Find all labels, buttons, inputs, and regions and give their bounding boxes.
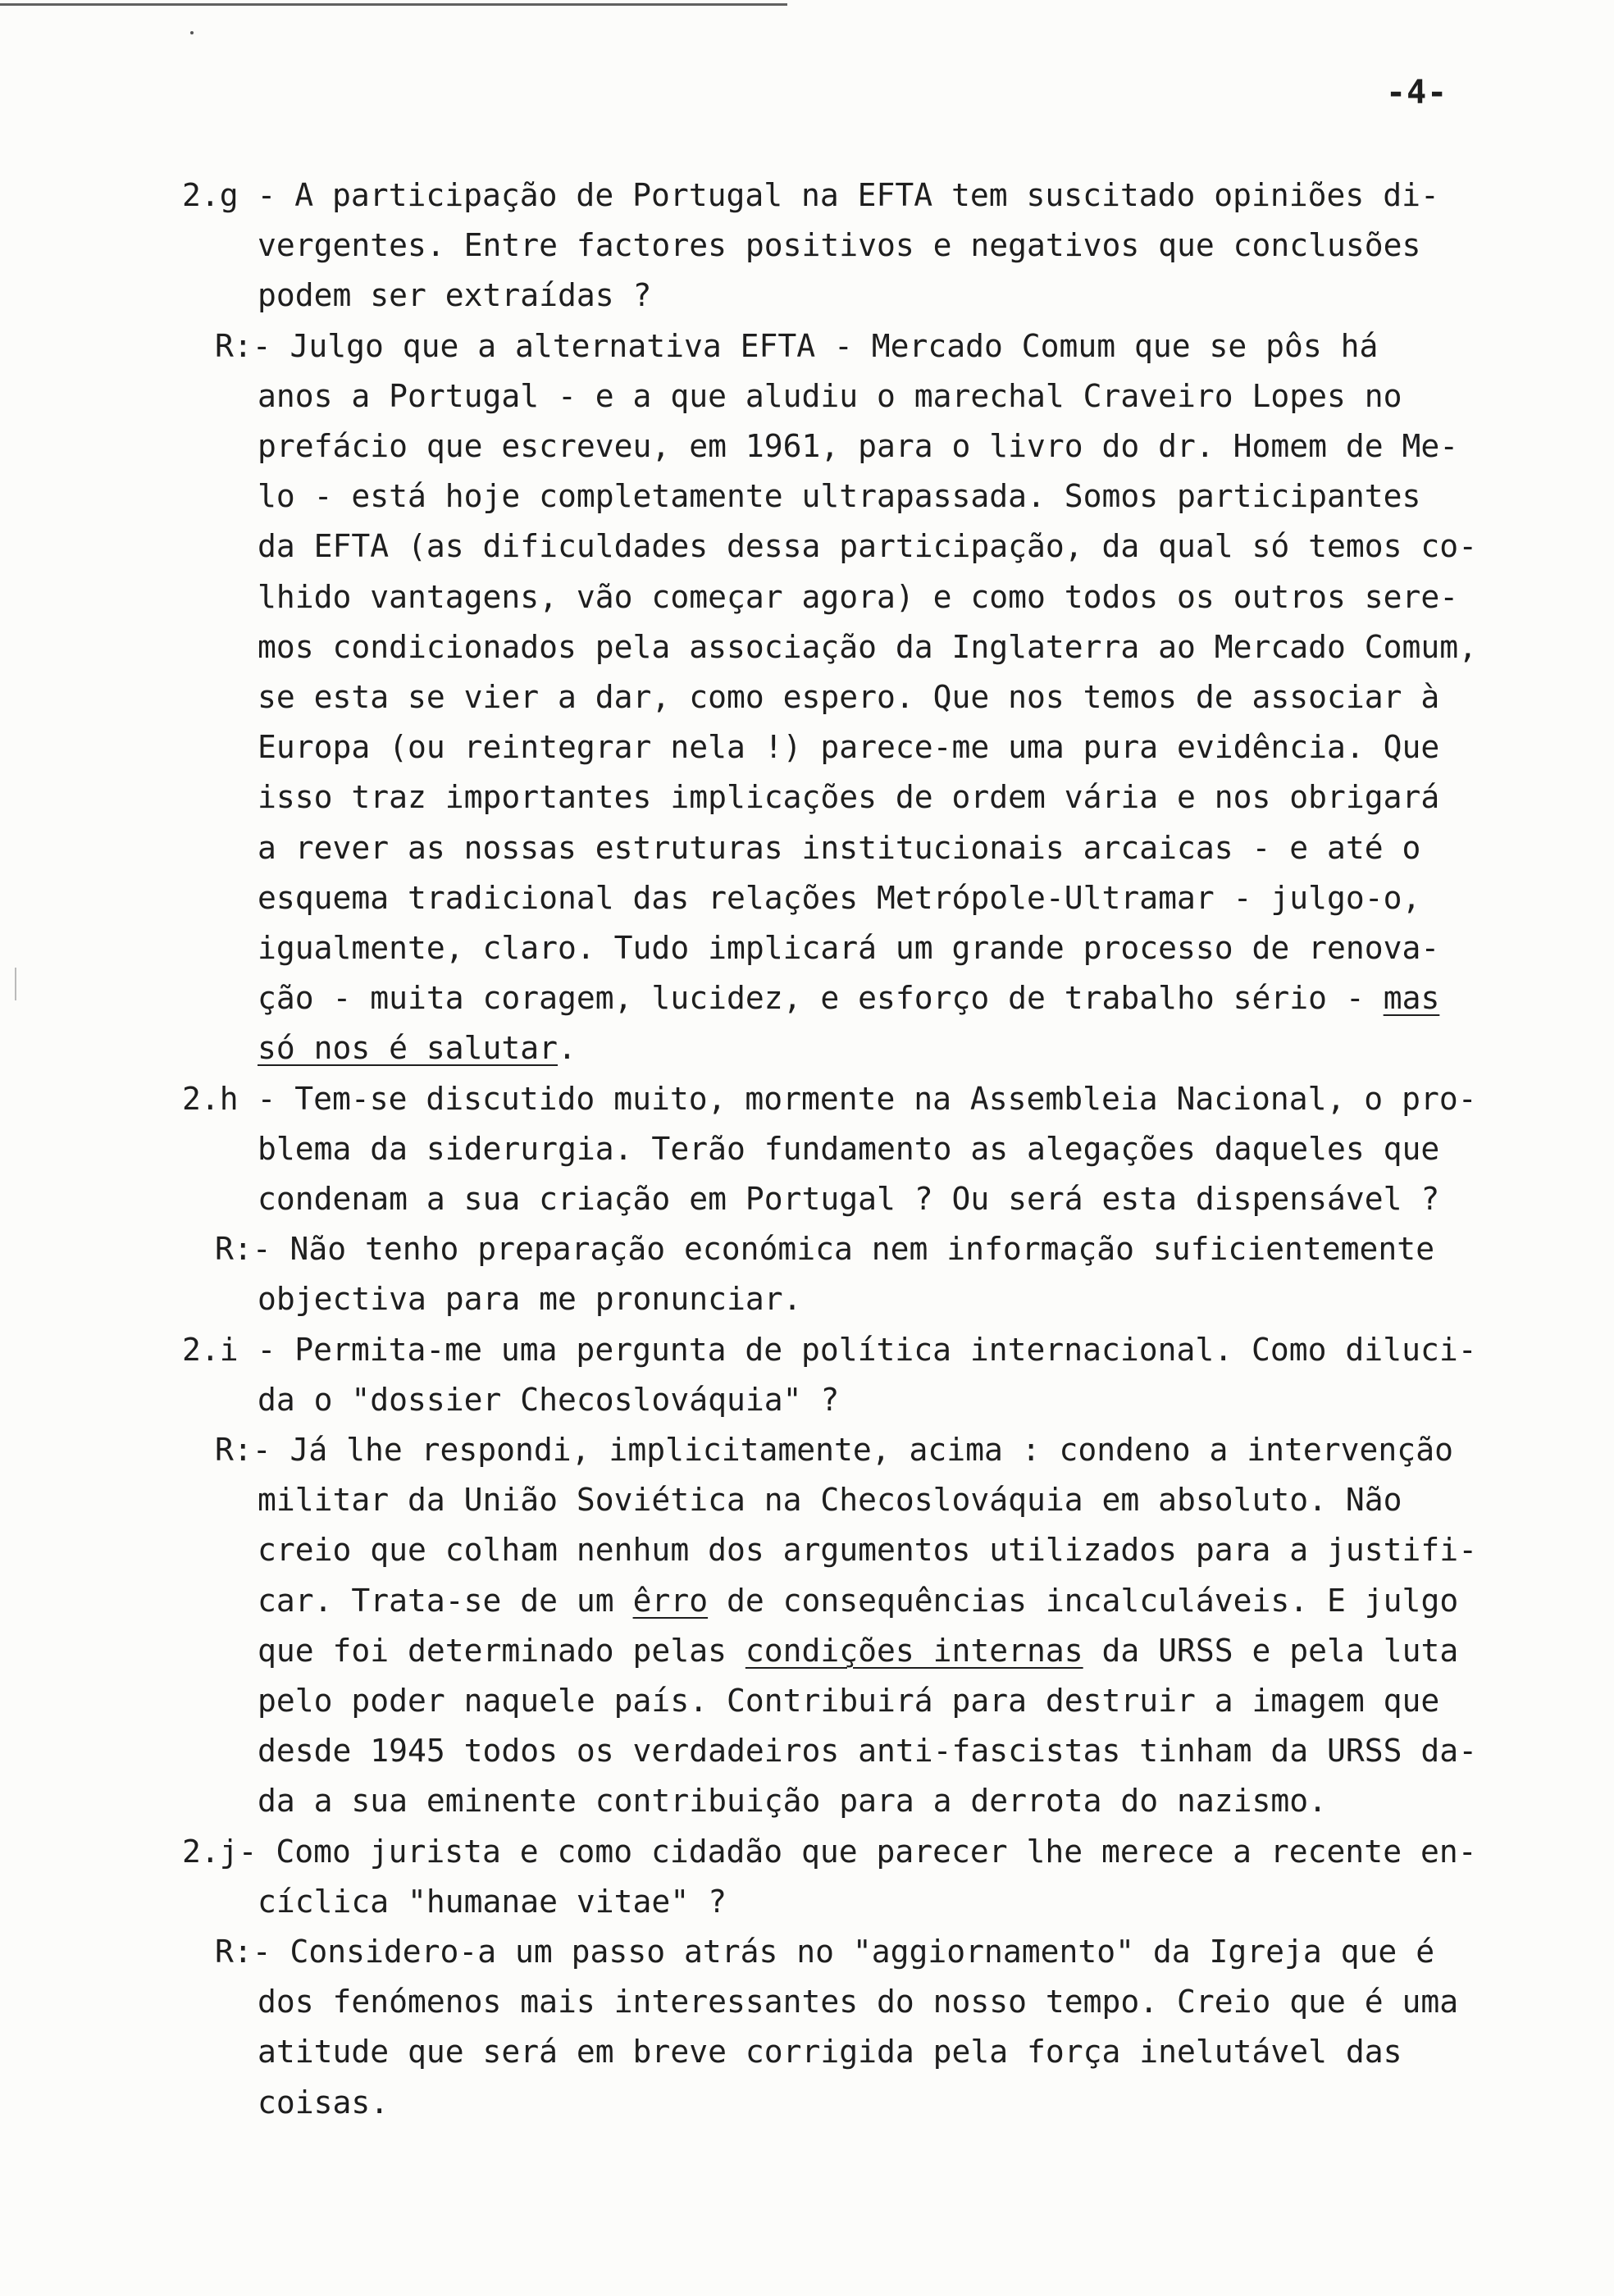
text-segment: cíclica "humanae vitae" ? xyxy=(258,1883,727,1920)
text-segment: . xyxy=(558,1030,577,1067)
text-line xyxy=(258,522,1477,572)
text-segment: isso traz importantes implicações de ordem vária e nos obrigará xyxy=(258,779,1440,816)
text-segment: esquema tradicional das relações Metrópole-Ultramar - julgo-o, xyxy=(258,879,1421,916)
text-segment: igualmente, claro. Tudo implicará um grande processo de renova- xyxy=(258,930,1440,966)
scan-speck xyxy=(190,31,194,34)
text-segment: dos fenómenos mais interessantes do nosso tempo. Creio que é uma xyxy=(258,1984,1459,2020)
text-segment: objectiva para me pronunciar. xyxy=(258,1281,802,1318)
text-line xyxy=(182,1325,1477,1375)
underlined-text: mas xyxy=(1383,980,1440,1017)
text-line xyxy=(215,1425,1453,1475)
text-segment: a rever as nossas estruturas institucionais arcaicas - e até o xyxy=(258,829,1421,866)
text-line xyxy=(258,973,1439,1023)
text-segment: de consequências incalculáveis. E julgo xyxy=(708,1582,1459,1619)
text-segment: militar da União Soviética na Checoslováquia em absoluto. Não xyxy=(258,1482,1402,1519)
text-segment: 2.i - Permita-me uma pergunta de política internacional. Como diluci- xyxy=(182,1331,1477,1368)
text-line xyxy=(258,2078,389,2128)
text-segment: se esta se vier a dar, como espero. Que nos temos de associar à xyxy=(258,679,1440,715)
text-line xyxy=(258,421,1458,472)
text-segment: desde 1945 todos os verdadeiros anti-fascistas tinham da URSS da- xyxy=(258,1733,1478,1770)
text-segment: lo - está hoje completamente ultrapassada. Somos participantes xyxy=(258,478,1421,515)
text-line xyxy=(258,1174,1439,1224)
text-line xyxy=(258,472,1420,522)
text-segment: podem ser extraídas ? xyxy=(258,277,652,314)
text-segment: da o "dossier Checoslováquia" ? xyxy=(258,1381,840,1418)
text-segment: R:- Julgo que a alternativa EFTA - Mercado Comum que se pôs há xyxy=(215,327,1379,364)
text-line xyxy=(258,923,1439,973)
text-line xyxy=(258,1626,1458,1676)
text-line xyxy=(258,1776,1327,1826)
text-segment: que foi determinado pelas xyxy=(258,1632,745,1669)
text-segment: vergentes. Entre factores positivos e negativos que conclusões xyxy=(258,227,1421,264)
text-segment: 2.h - Tem-se discutido muito, mormente na Assembleia Nacional, o pro- xyxy=(182,1080,1477,1117)
text-line xyxy=(215,321,1378,371)
text-line xyxy=(258,1124,1439,1174)
text-segment: Europa (ou reintegrar nela !) parece-me uma pura evidência. Que xyxy=(258,729,1440,766)
text-line xyxy=(258,1525,1477,1575)
text-segment: da EFTA (as dificuldades dessa participação, da qual só temos co- xyxy=(258,528,1478,565)
text-segment: pelo poder naquele país. Contribuirá para destruir a imagem que xyxy=(258,1683,1440,1719)
underlined-text: condições internas xyxy=(745,1632,1083,1669)
text-segment: mos condicionados pela associação da Inglaterra ao Mercado Comum, xyxy=(258,628,1478,665)
text-segment: lhido vantagens, vão começar agora) e como todos os outros sere- xyxy=(258,578,1459,615)
text-line xyxy=(258,772,1439,822)
underlined-text: só nos é salutar xyxy=(258,1030,559,1067)
text-segment: condenam a sua criação em Portugal ? Ou será esta dispensável ? xyxy=(258,1181,1440,1217)
text-segment: blema da siderurgia. Terão fundamento as alegações daqueles que xyxy=(258,1130,1440,1167)
text-line xyxy=(258,1726,1477,1776)
text-segment: R:- Não tenho preparação económica nem informação suficientemente xyxy=(215,1231,1435,1268)
text-line xyxy=(258,672,1439,722)
margin-mark xyxy=(15,968,16,1000)
text-line xyxy=(258,1977,1458,2027)
text-line xyxy=(215,1927,1434,1977)
text-segment: 2.j- Como jurista e como cidadão que parecer lhe merece a recente en- xyxy=(182,1833,1477,1870)
text-line xyxy=(258,1274,801,1324)
text-line xyxy=(258,271,651,321)
text-segment: prefácio que escreveu, em 1961, para o livro do dr. Homem de Me- xyxy=(258,428,1459,464)
text-line xyxy=(258,2027,1402,2077)
text-segment: da a sua eminente contribuição para a derrota do nazismo. xyxy=(258,1783,1328,1820)
text-line xyxy=(258,1576,1458,1626)
text-line xyxy=(258,823,1420,873)
text-segment: ção - muita coragem, lucidez, e esforço de trabalho sério - xyxy=(258,980,1384,1017)
text-line xyxy=(258,1023,577,1073)
text-line xyxy=(258,371,1402,421)
text-line xyxy=(182,171,1439,221)
text-segment: da URSS e pela luta xyxy=(1083,1632,1459,1669)
text-line xyxy=(258,1676,1439,1726)
text-line xyxy=(258,873,1420,923)
underlined-text: êrro xyxy=(632,1582,709,1619)
text-segment: car. Trata-se de um xyxy=(258,1582,633,1619)
text-line xyxy=(258,1375,839,1425)
text-line xyxy=(258,221,1420,271)
text-line xyxy=(258,722,1439,772)
text-line xyxy=(215,1224,1434,1274)
text-segment: R:- Considero-a um passo atrás no "aggiornamento" da Igreja que é xyxy=(215,1934,1435,1970)
text-line xyxy=(258,1475,1402,1525)
text-segment: 2.g - A participação de Portugal na EFTA tem suscitado opiniões di- xyxy=(182,177,1439,213)
text-line xyxy=(182,1074,1477,1124)
text-segment: coisas. xyxy=(258,2084,390,2121)
text-line xyxy=(258,622,1477,672)
page-number: -4- xyxy=(1386,74,1448,112)
text-line xyxy=(258,1877,727,1927)
text-segment: R:- Já lhe respondi, implicitamente, acima : condeno a intervenção xyxy=(215,1432,1453,1468)
text-segment: creio que colham nenhum dos argumentos utilizados para a justifi- xyxy=(258,1532,1478,1569)
text-segment: atitude que será em breve corrigida pela força inelutável das xyxy=(258,2034,1402,2070)
text-line xyxy=(182,1827,1477,1877)
text-line xyxy=(258,572,1458,622)
text-segment: anos a Portugal - e a que aludiu o marechal Craveiro Lopes no xyxy=(258,377,1402,414)
top-scan-rule xyxy=(0,3,787,6)
